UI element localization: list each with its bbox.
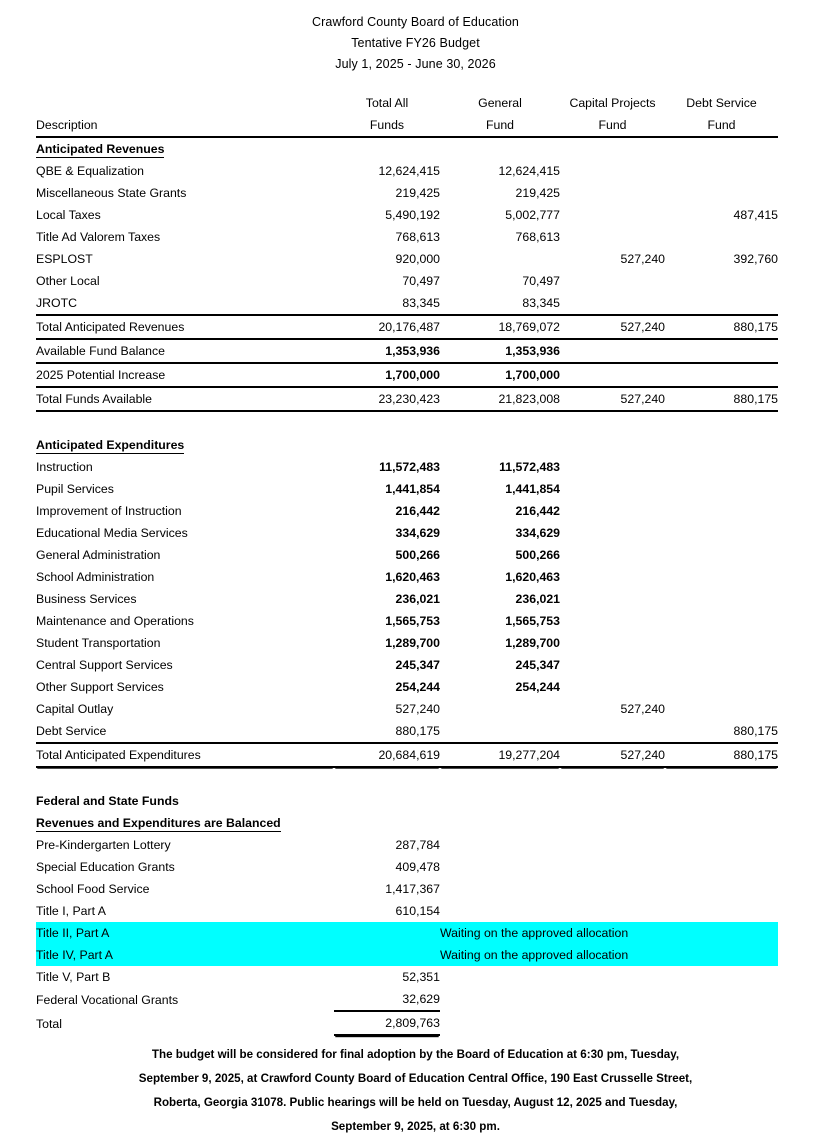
cell-capital-projects [560, 363, 665, 387]
header-debt-2: Fund [665, 114, 778, 137]
total-funds-available-row [36, 387, 778, 411]
section-spacer [36, 767, 778, 790]
cell-debt-service: 880,175 [665, 720, 778, 743]
cell-total-all: 409,478 [395, 860, 440, 874]
document-title-block [0, 0, 831, 75]
cell-capital-projects [560, 566, 665, 588]
table-row [36, 478, 778, 500]
cell-total-all: 610,154 [395, 904, 440, 918]
cell-debt-service [665, 226, 778, 248]
cell-capital-projects [560, 182, 665, 204]
cell-total-all: 83,345 [334, 292, 440, 315]
section-spacer [36, 411, 778, 434]
table-row [36, 632, 778, 654]
table-row [36, 988, 778, 1011]
cell-debt-service: 487,415 [733, 208, 778, 222]
cell-total-all: 20,176,487 [334, 315, 440, 339]
cell-total-all: 12,624,415 [378, 164, 440, 178]
cell-debt-service: 880,175 [665, 743, 778, 767]
cell-total-all: 219,425 [395, 186, 440, 200]
cell-total-all: 70,497 [402, 274, 440, 288]
table-row [36, 500, 778, 522]
cell-debt-service [665, 544, 778, 566]
cell-debt-service [665, 522, 778, 544]
cell-capital-projects [560, 588, 665, 610]
cell-total-all: 52,351 [402, 970, 440, 984]
cell-general-fund: 236,021 [515, 592, 560, 606]
header-debt-1: Debt Service [686, 96, 757, 110]
table-row [36, 610, 778, 632]
cell-capital-projects [560, 226, 665, 248]
cell-general-fund: 12,624,415 [498, 164, 560, 178]
cell-total-all: 236,021 [395, 592, 440, 606]
cell-total-all: 1,565,753 [385, 614, 440, 628]
table-row [36, 698, 778, 720]
table-row-highlighted [36, 922, 778, 944]
cell-note [440, 834, 778, 856]
table-row [36, 676, 778, 698]
row-label: Title IV, Part A [36, 944, 334, 966]
cell-capital-projects [560, 676, 665, 698]
federal-subheading-cell: Revenues and Expenditures are Balanced [36, 816, 281, 830]
cell-note [440, 988, 778, 1011]
cell-debt-service [665, 676, 778, 698]
available-fund-balance-row [36, 339, 778, 363]
cell-debt-service [665, 456, 778, 478]
cell-general-fund: 1,441,854 [505, 482, 560, 496]
row-label: Central Support Services [36, 658, 173, 672]
cell-debt-service [665, 500, 778, 522]
row-label: Educational Media Services [36, 526, 188, 540]
cell-capital-projects [560, 654, 665, 676]
section-heading-revenues [36, 137, 778, 160]
cell-general-fund: 1,620,463 [505, 570, 560, 584]
cell-capital-projects [560, 632, 665, 654]
table-row [36, 856, 778, 878]
row-label: General Administration [36, 548, 161, 562]
cell-total-all: 287,784 [395, 838, 440, 852]
budget-table [36, 92, 778, 1036]
cell-debt-service [665, 698, 778, 720]
cell-general-fund: 254,244 [515, 680, 560, 694]
cell-debt-service [665, 270, 778, 292]
fiscal-period: July 1, 2025 - June 30, 2026 [335, 57, 496, 71]
cell-total-all: 20,684,619 [334, 743, 440, 767]
cell-total-all: 11,572,483 [379, 460, 440, 474]
cell-capital-projects [560, 270, 665, 292]
header-description: Description [36, 114, 334, 137]
cell-note [440, 944, 778, 966]
cell-total-all: 500,266 [395, 548, 440, 562]
cell-total-all [334, 922, 440, 944]
row-label: Business Services [36, 592, 137, 606]
table-row [36, 834, 778, 856]
row-label: Title Ad Valorem Taxes [36, 230, 161, 244]
cell-note [440, 1011, 778, 1035]
notice-line-4: September 9, 2025, at 6:30 pm. [331, 1120, 500, 1133]
cell-total-all: 880,175 [334, 720, 440, 743]
row-label: Student Transportation [36, 636, 161, 650]
total-anticipated-expenditures-row [36, 743, 778, 767]
cell-debt-service [665, 566, 778, 588]
cell-debt-service [665, 654, 778, 676]
cell-capital-projects [560, 456, 665, 478]
table-row [36, 160, 778, 182]
waiting-allocation-note: Waiting on the approved allocation [440, 948, 629, 962]
table-header-row-2 [36, 114, 778, 137]
revenues-heading-cell: Anticipated Revenues [36, 142, 165, 156]
row-label: Debt Service [36, 720, 334, 743]
table-row [36, 204, 778, 226]
cell-note [440, 922, 778, 944]
row-label: Capital Outlay [36, 702, 114, 716]
cell-general-fund: 5,002,777 [505, 208, 560, 222]
cell-capital-projects: 527,240 [620, 702, 665, 716]
table-row-highlighted [36, 944, 778, 966]
cell-capital-projects [560, 478, 665, 500]
cell-capital-projects: 527,240 [560, 315, 665, 339]
table-row [36, 720, 778, 743]
potential-increase-row [36, 363, 778, 387]
row-label: Other Local [36, 274, 100, 288]
cell-general-fund: 1,565,753 [505, 614, 560, 628]
table-row [36, 544, 778, 566]
cell-general-fund: 1,700,000 [440, 363, 560, 387]
row-label: ESPLOST [36, 252, 93, 266]
cell-general-fund: 11,572,483 [499, 460, 560, 474]
cell-general-fund: 245,347 [515, 658, 560, 672]
table-row [36, 878, 778, 900]
page-title: Crawford County Board of Education [312, 15, 519, 29]
cell-total-all: 1,620,463 [385, 570, 440, 584]
cell-general-fund: 334,629 [515, 526, 560, 540]
cell-total-all: 23,230,423 [334, 387, 440, 411]
cell-general-fund: 219,425 [515, 186, 560, 200]
row-label: Pupil Services [36, 482, 114, 496]
header-general-2: Fund [440, 114, 560, 137]
cell-total-all: 2,809,763 [334, 1011, 440, 1035]
cell-general-fund: 19,277,204 [440, 743, 560, 767]
row-label: Maintenance and Operations [36, 614, 194, 628]
cell-total-all: 1,289,700 [385, 636, 440, 650]
row-label: School Administration [36, 570, 155, 584]
row-label: Other Support Services [36, 680, 164, 694]
table-row [36, 900, 778, 922]
table-row [36, 226, 778, 248]
waiting-allocation-note: Waiting on the approved allocation [440, 926, 629, 940]
table-row [36, 966, 778, 988]
cell-debt-service [665, 292, 778, 315]
cell-capital-projects: 527,240 [560, 387, 665, 411]
row-label: Local Taxes [36, 208, 101, 222]
cell-capital-projects [560, 160, 665, 182]
header-total-all-2: Funds [334, 114, 440, 137]
row-label: Miscellaneous State Grants [36, 186, 187, 200]
cell-total-all: 1,700,000 [334, 363, 440, 387]
cell-total-all: 245,347 [395, 658, 440, 672]
row-label: Title II, Part A [36, 922, 334, 944]
cell-total-all: 216,442 [395, 504, 440, 518]
cell-total-all: 1,417,367 [385, 882, 440, 896]
row-label: Pre-Kindergarten Lottery [36, 838, 171, 852]
row-label: Total [36, 1017, 62, 1031]
table-row [36, 566, 778, 588]
row-label: Total Anticipated Expenditures [36, 743, 334, 767]
cell-capital-projects [560, 292, 665, 315]
cell-general-fund [440, 720, 560, 743]
cell-general-fund: 768,613 [515, 230, 560, 244]
adoption-notice [0, 1043, 831, 1139]
cell-total-all: 254,244 [395, 680, 440, 694]
cell-general-fund: 1,289,700 [505, 636, 560, 650]
cell-debt-service: 880,175 [665, 387, 778, 411]
table-row [36, 270, 778, 292]
cell-capital-projects [560, 522, 665, 544]
cell-debt-service: 880,175 [665, 315, 778, 339]
cell-general-fund [440, 698, 560, 720]
row-label: 2025 Potential Increase [36, 363, 334, 387]
cell-total-all: 334,629 [395, 526, 440, 540]
cell-general-fund: 18,769,072 [440, 315, 560, 339]
row-label: Title V, Part B [36, 970, 111, 984]
cell-total-all: 5,490,192 [385, 208, 440, 222]
cell-general-fund: 70,497 [522, 274, 560, 288]
table-row [36, 456, 778, 478]
cell-debt-service [665, 363, 778, 387]
cell-capital-projects [560, 544, 665, 566]
cell-debt-service [665, 160, 778, 182]
notice-line-2: September 9, 2025, at Crawford County Board of Education Central Office, 190 East Crusselle Street, [138, 1072, 693, 1085]
cell-total-all: 1,441,854 [385, 482, 440, 496]
cell-total-all: 1,353,936 [334, 339, 440, 363]
cell-general-fund [440, 248, 560, 270]
table-row [36, 248, 778, 270]
table-row [36, 588, 778, 610]
notice-line-3: Roberta, Georgia 31078. Public hearings will be held on Tuesday, August 12, 2025 and Tuesday, [153, 1096, 678, 1109]
section-heading-expenditures [36, 434, 778, 456]
row-label: Available Fund Balance [36, 339, 334, 363]
cell-general-fund: 500,266 [515, 548, 560, 562]
row-label: JROTC [36, 292, 334, 315]
cell-debt-service [665, 478, 778, 500]
row-label: Total Anticipated Revenues [36, 315, 334, 339]
cell-total-all: 527,240 [395, 702, 440, 716]
cell-general-fund: 83,345 [440, 292, 560, 315]
cell-note [440, 856, 778, 878]
cell-total-all [334, 944, 440, 966]
header-spacer [36, 92, 334, 114]
cell-debt-service [665, 588, 778, 610]
total-anticipated-revenues-row [36, 315, 778, 339]
row-label: Title I, Part A [36, 904, 106, 918]
row-label: QBE & Equalization [36, 164, 145, 178]
header-capital-1: Capital Projects [569, 96, 656, 110]
cell-general-fund: 216,442 [515, 504, 560, 518]
federal-heading-cell: Federal and State Funds [36, 794, 179, 808]
cell-capital-projects [560, 500, 665, 522]
table-row [36, 182, 778, 204]
cell-debt-service [665, 182, 778, 204]
table-header-row-1 [36, 92, 778, 114]
cell-capital-projects [560, 339, 665, 363]
cell-capital-projects: 527,240 [560, 743, 665, 767]
budget-sheet [36, 92, 778, 1036]
row-label: Instruction [36, 460, 93, 474]
header-general-1: General [478, 96, 522, 110]
row-label: Special Education Grants [36, 860, 175, 874]
cell-total-all: 768,613 [395, 230, 440, 244]
cell-general-fund: 1,353,936 [440, 339, 560, 363]
header-total-all-1: Total All [365, 96, 409, 110]
table-row [36, 654, 778, 676]
cell-debt-service: 392,760 [733, 252, 778, 266]
budget-subtitle: Tentative FY26 Budget [351, 36, 480, 50]
cell-debt-service [665, 339, 778, 363]
row-label: Improvement of Instruction [36, 504, 182, 518]
cell-total-all: 920,000 [395, 252, 440, 266]
header-capital-2: Fund [560, 114, 665, 137]
cell-general-fund: 21,823,008 [440, 387, 560, 411]
row-label: Total Funds Available [36, 387, 334, 411]
section-subheading-balanced [36, 812, 778, 834]
cell-debt-service [665, 610, 778, 632]
cell-debt-service [665, 632, 778, 654]
row-label: School Food Service [36, 882, 150, 896]
cell-capital-projects: 527,240 [620, 252, 665, 266]
cell-capital-projects [560, 610, 665, 632]
section-heading-federal [36, 790, 778, 812]
cell-capital-projects [560, 204, 665, 226]
cell-note [440, 966, 778, 988]
table-row [36, 292, 778, 315]
federal-total-row [36, 1011, 778, 1035]
cell-total-all: 32,629 [334, 988, 440, 1011]
expenditures-heading-cell: Anticipated Expenditures [36, 438, 185, 452]
cell-note [440, 878, 778, 900]
cell-note [440, 900, 778, 922]
row-label: Federal Vocational Grants [36, 993, 179, 1007]
notice-line-1: The budget will be considered for final adoption by the Board of Education at 6:30 pm, Tuesday, [151, 1048, 680, 1061]
table-row [36, 522, 778, 544]
cell-capital-projects [560, 720, 665, 743]
